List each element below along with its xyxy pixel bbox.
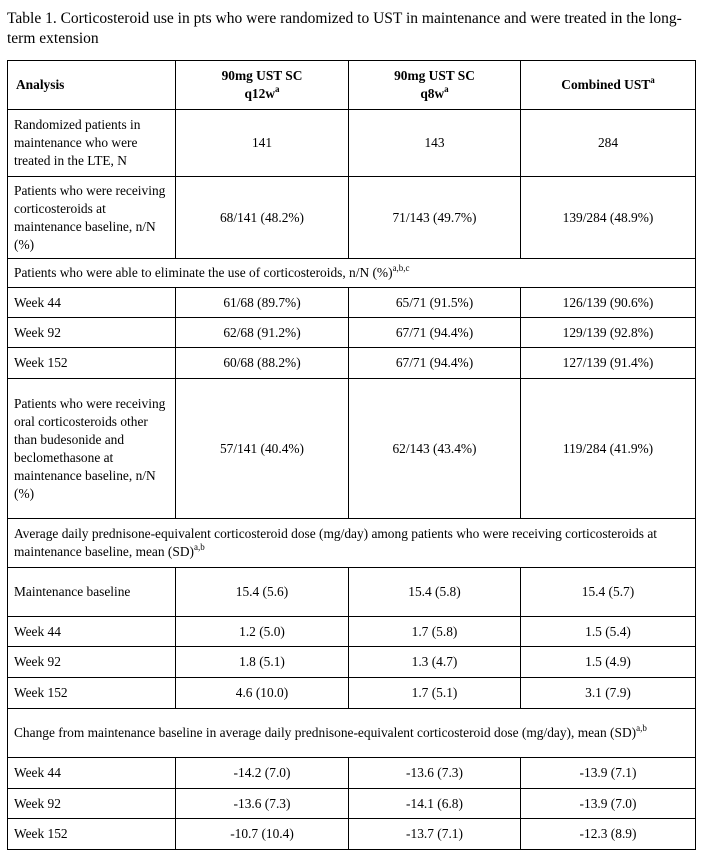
header-q8w-sup: a [444, 83, 449, 94]
cell-q8w: 1.7 (5.1) [349, 678, 521, 709]
cell-q8w: 15.4 (5.8) [349, 568, 521, 617]
section-dose-text: Average daily prednisone-equivalent corticosteroid dose (mg/day) among patients who were receiving corticosteroids at maintenance baseline, mean (SD) [14, 526, 658, 559]
cell-q12w: 141 [176, 110, 349, 177]
row-label: Week 92 [8, 647, 176, 678]
row-label: Patients who were receiving oral corticosteroids other than budesonide and beclomethasone at maintenance baseline, n/N (%) [8, 379, 176, 519]
row-label: Week 152 [8, 348, 176, 379]
header-q12w-line1: 90mg UST SC [221, 68, 303, 83]
header-q12w [176, 61, 349, 110]
table-row [8, 819, 696, 850]
row-label: Week 92 [8, 789, 176, 819]
section-change-sup: a,b [636, 722, 647, 733]
cell-combined: 126/139 (90.6%) [521, 288, 696, 318]
cell-combined: 129/139 (92.8%) [521, 318, 696, 348]
section-row [8, 519, 696, 568]
header-combined-sup: a [650, 74, 655, 85]
cell-combined: -13.9 (7.1) [521, 758, 696, 789]
cell-q12w: 1.8 (5.1) [176, 647, 349, 678]
table-row [8, 758, 696, 789]
cell-combined: 127/139 (91.4%) [521, 348, 696, 379]
cell-q8w: -13.6 (7.3) [349, 758, 521, 789]
cell-q8w: 67/71 (94.4%) [349, 318, 521, 348]
cell-q12w: 60/68 (88.2%) [176, 348, 349, 379]
cell-q12w: -14.2 (7.0) [176, 758, 349, 789]
cell-q8w: 143 [349, 110, 521, 177]
header-q12w-line2: q12w [244, 86, 275, 101]
cell-q12w: 68/141 (48.2%) [176, 177, 349, 259]
header-row [8, 61, 696, 110]
cell-combined: 1.5 (4.9) [521, 647, 696, 678]
section-row [8, 709, 696, 758]
cell-q12w: 62/68 (91.2%) [176, 318, 349, 348]
cell-q8w: 62/143 (43.4%) [349, 379, 521, 519]
header-combined [521, 61, 696, 110]
cell-q12w: 57/141 (40.4%) [176, 379, 349, 519]
row-label: Maintenance baseline [8, 568, 176, 617]
table-row [8, 678, 696, 709]
table-row [8, 177, 696, 259]
corticosteroid-table [7, 60, 696, 850]
cell-combined: 284 [521, 110, 696, 177]
table-row [8, 789, 696, 819]
header-q8w [349, 61, 521, 110]
cell-q8w: 1.7 (5.8) [349, 617, 521, 647]
row-label: Randomized patients in maintenance who were treated in the LTE, N [8, 110, 176, 177]
section-eliminate-sup: a,b,c [392, 262, 410, 273]
cell-q8w: 67/71 (94.4%) [349, 348, 521, 379]
cell-q12w: 1.2 (5.0) [176, 617, 349, 647]
table-row [8, 110, 696, 177]
cell-q8w: -14.1 (6.8) [349, 789, 521, 819]
header-q8w-line1: 90mg UST SC [394, 68, 475, 83]
cell-q12w: 15.4 (5.6) [176, 568, 349, 617]
section-eliminate [8, 259, 696, 288]
row-label: Week 44 [8, 617, 176, 647]
header-combined-label: Combined UST [561, 77, 651, 92]
cell-q12w: -13.6 (7.3) [176, 789, 349, 819]
cell-combined: 139/284 (48.9%) [521, 177, 696, 259]
table-row [8, 617, 696, 647]
cell-combined: -12.3 (8.9) [521, 819, 696, 850]
row-label: Week 152 [8, 819, 176, 850]
cell-q12w: 4.6 (10.0) [176, 678, 349, 709]
cell-q8w: 71/143 (49.7%) [349, 177, 521, 259]
table-row [8, 647, 696, 678]
row-label: Patients who were receiving corticosteroids at maintenance baseline, n/N (%) [8, 177, 176, 259]
cell-combined: -13.9 (7.0) [521, 789, 696, 819]
section-change-text: Change from maintenance baseline in average daily prednisone-equivalent corticosteroid dose (mg/day), mean (SD) [14, 725, 637, 740]
table-row [8, 379, 696, 519]
table-row [8, 318, 696, 348]
section-row [8, 259, 696, 288]
section-change [8, 709, 696, 758]
header-q12w-sup: a [275, 83, 280, 94]
header-analysis: Analysis [8, 61, 176, 110]
cell-combined: 3.1 (7.9) [521, 678, 696, 709]
section-dose [8, 519, 696, 568]
cell-combined: 119/284 (41.9%) [521, 379, 696, 519]
row-label: Week 152 [8, 678, 176, 709]
cell-combined: 1.5 (5.4) [521, 617, 696, 647]
table-row [8, 288, 696, 318]
table-row [8, 568, 696, 617]
table-row [8, 348, 696, 379]
section-eliminate-text: Patients who were able to eliminate the use of corticosteroids, n/N (%) [14, 265, 393, 280]
cell-combined: 15.4 (5.7) [521, 568, 696, 617]
cell-q8w: 1.3 (4.7) [349, 647, 521, 678]
header-q8w-line2: q8w [420, 86, 445, 101]
section-dose-sup: a,b [193, 541, 205, 552]
cell-q12w: 61/68 (89.7%) [176, 288, 349, 318]
cell-q8w: -13.7 (7.1) [349, 819, 521, 850]
row-label: Week 44 [8, 758, 176, 789]
cell-q12w: -10.7 (10.4) [176, 819, 349, 850]
row-label: Week 92 [8, 318, 176, 348]
table-caption: Table 1. Corticosteroid use in pts who were randomized to UST in maintenance and were treated in the long-term extension [7, 10, 682, 47]
cell-q8w: 65/71 (91.5%) [349, 288, 521, 318]
row-label: Week 44 [8, 288, 176, 318]
